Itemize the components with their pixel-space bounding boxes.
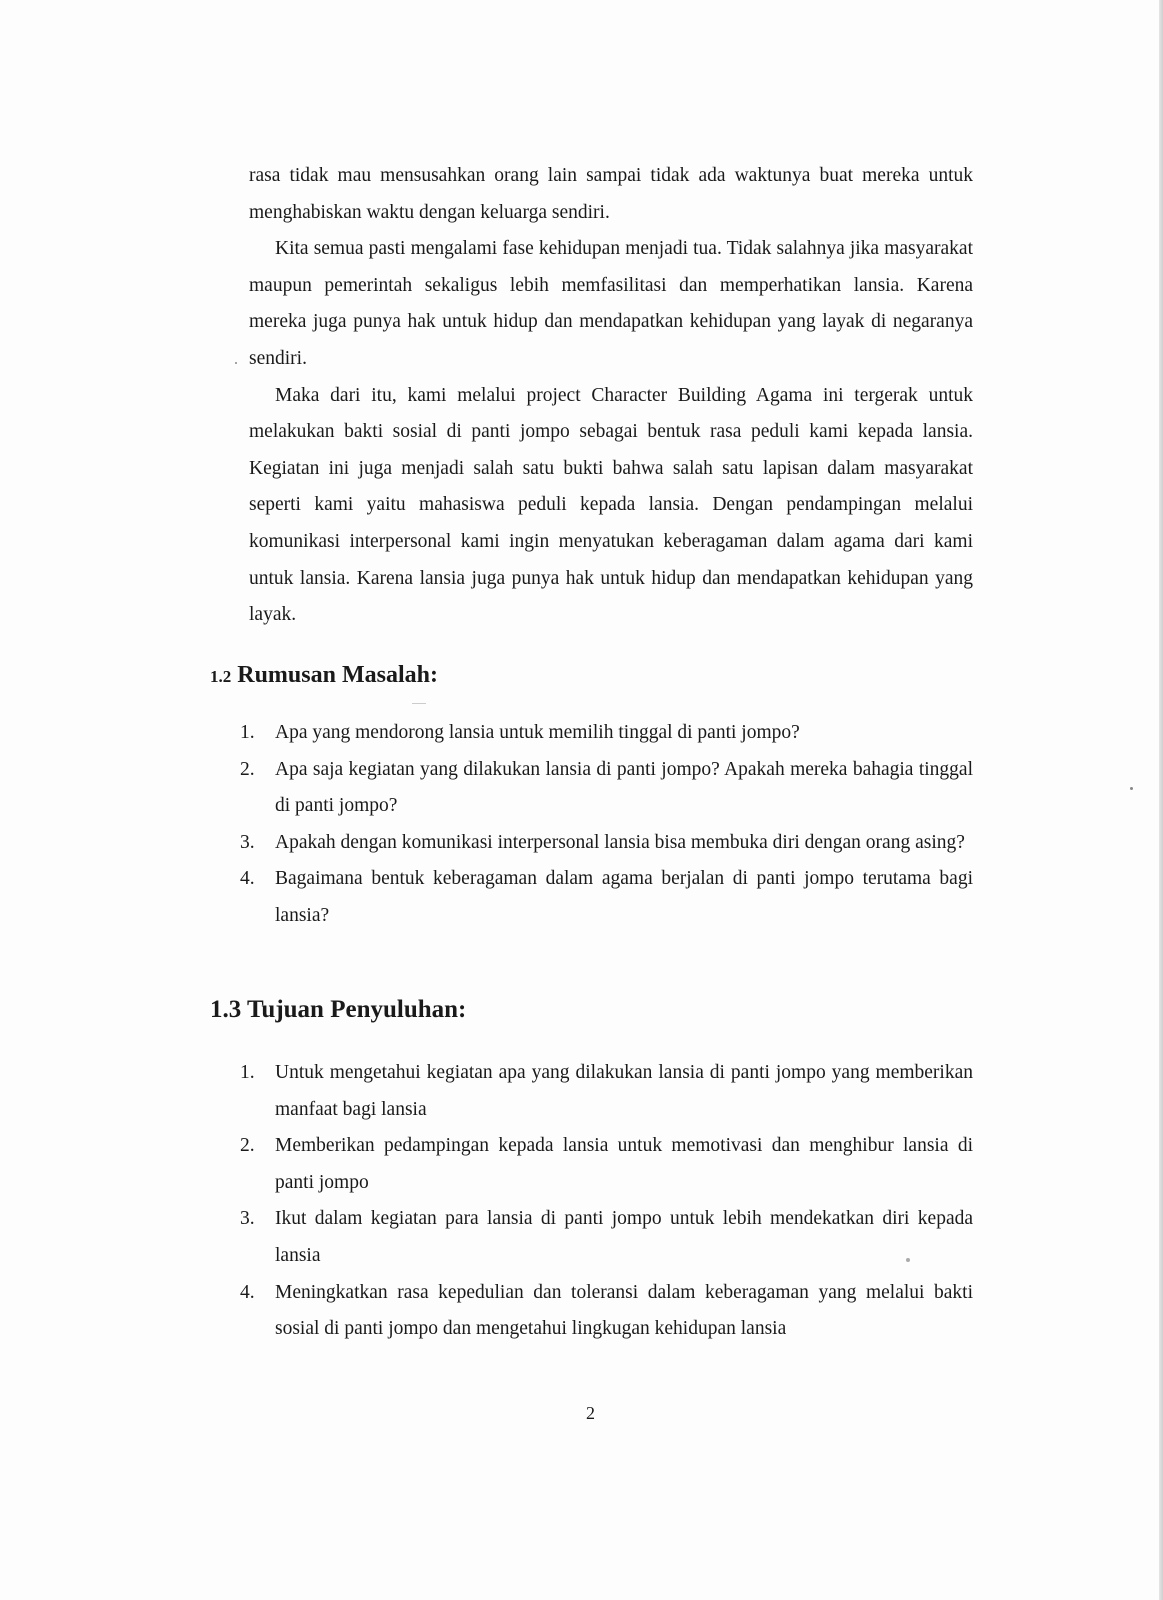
list-item	[240, 861, 973, 934]
section-heading-tujuan: 1.3 Tujuan Penyuluhan:	[210, 996, 467, 1023]
list-item-text: Memberikan pedampingan kepada lansia untuk memotivasi dan menghibur lansia di panti jompo	[275, 1135, 973, 1193]
list-item	[240, 825, 973, 862]
list-item-text: Bagaimana bentuk keberagaman dalam agama berjalan di panti jompo terutama bagi lansia?	[275, 868, 973, 926]
scan-speck	[412, 703, 426, 704]
list-marker: 2.	[240, 758, 255, 780]
list-item	[240, 752, 973, 825]
scan-speck	[1130, 787, 1133, 790]
list-marker: 3.	[240, 831, 255, 853]
paragraph-1: rasa tidak mau mensusahkan orang lain sampai tidak ada waktunya buat mereka untuk menghabiskan waktu dengan keluarga sendiri.	[249, 165, 973, 223]
list-item-text: Apakah dengan komunikasi interpersonal lansia bisa membuka diri dengan orang asing?	[275, 831, 965, 853]
list-item-text: Apa saja kegiatan yang dilakukan lansia di panti jompo? Apakah mereka bahagia tinggal di panti jompo?	[275, 758, 973, 817]
list-marker: 4.	[240, 1281, 255, 1303]
scan-speck	[906, 1258, 910, 1262]
rumusan-list	[240, 715, 973, 935]
list-marker: 1.	[240, 1062, 255, 1083]
list-marker: 3.	[240, 1208, 255, 1230]
list-marker: 4.	[240, 868, 255, 890]
list-item	[240, 1201, 973, 1274]
body-text	[249, 158, 973, 634]
scan-speck	[235, 362, 237, 364]
list-item	[240, 715, 973, 752]
list-item-text: Apa yang mendorong lansia untuk memilih tinggal di panti jompo?	[275, 722, 800, 743]
list-marker: 1.	[240, 722, 255, 743]
section-title: Rumusan Masalah:	[237, 662, 438, 688]
list-item-text: Untuk mengetahui kegiatan apa yang dilakukan lansia di panti jompo yang memberikan manfaat bagi lansia	[275, 1062, 973, 1120]
list-item	[240, 1128, 973, 1201]
section-number: 1.2	[210, 667, 232, 686]
section-heading-rumusan	[210, 662, 438, 689]
list-item-text: Ikut dalam kegiatan para lansia di panti jompo untuk lebih mendekatkan diri kepada lansia	[275, 1208, 973, 1266]
paragraph-2: Kita semua pasti mengalami fase kehidupan menjadi tua. Tidak salahnya jika masyarakat maupun pemerintah sekaligus lebih memfasilitasi dan memperhatikan lansia. Karena mereka juga punya hak untuk hidup dan mendapatkan kehidupan yang layak di negaranya sendiri.	[249, 238, 973, 369]
list-item	[240, 1055, 973, 1128]
page-edge	[1159, 0, 1163, 1600]
list-marker: 2.	[240, 1135, 255, 1157]
list-item-text: Meningkatkan rasa kepedulian dan toleransi dalam keberagaman yang melalui bakti sosial di panti jompo dan mengetahui lingkugan kehidupan lansia	[275, 1281, 973, 1340]
tujuan-list	[240, 1055, 973, 1348]
list-item	[240, 1275, 973, 1348]
paragraph-3: Maka dari itu, kami melalui project Character Building Agama ini tergerak untuk melakukan bakti sosial di panti jompo sebagai bentuk rasa peduli kami kepada lansia. Kegiatan ini juga menjadi salah satu bukti bahwa salah satu lapisan dalam masyarakat seperti kami yaitu mahasiswa peduli kepada lansia. Dengan pendampingan melalui komunikasi interpersonal kami ingin menyatukan keberagaman dalam agama dari kami untuk lansia. Karena lansia juga punya hak untuk hidup dan mendapatkan kehidupan yang layak.	[249, 384, 973, 626]
page-number: 2	[586, 1403, 595, 1423]
